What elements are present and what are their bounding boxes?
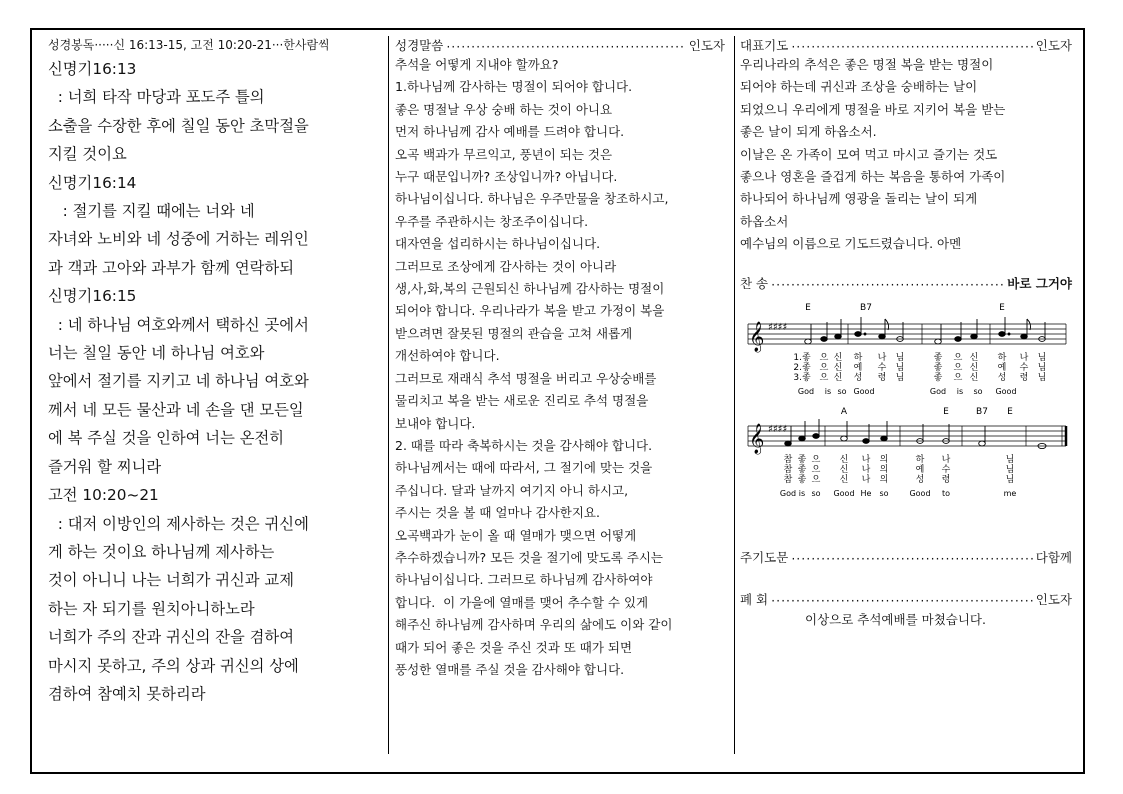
lyric-syllable: 령	[1019, 372, 1029, 383]
text-line: 게 하는 것이요 하나님께 제사하는	[48, 542, 275, 561]
english-word: so	[837, 386, 847, 396]
prayer-leader: 인도자	[1035, 38, 1072, 53]
english-word: so	[879, 488, 889, 498]
text-line: 하옵소서	[740, 213, 789, 229]
text-line: 하나되어 하나님께 영광을 돌리는 날이 되게	[740, 191, 978, 207]
text-line: 주시는 것을 볼 때 얼마나 감사한지요.	[395, 505, 600, 521]
english-word: is	[824, 386, 832, 396]
text-line: : 너희 타작 마당과 포도주 틀의	[48, 88, 265, 107]
text-line: 오곡백과가 눈이 올 때 열매가 맺으면 어떻게	[395, 527, 637, 543]
lyric-syllable: 나	[941, 454, 951, 465]
lyrics-line-1	[793, 351, 1046, 383]
text-line: 되어야 합니다. 우리나라가 복을 받고 가정이 복을	[395, 303, 665, 319]
key-signature-icon: ♯♯♯♯	[768, 321, 788, 333]
chord-label: E	[943, 406, 949, 417]
text-line: 고전 10:20~21	[48, 486, 159, 505]
english-word: God	[779, 488, 797, 498]
text-line: 물리치고 복을 받는 새로운 진리로 추석 명절을	[395, 393, 649, 409]
notes-line-2	[785, 419, 1046, 449]
chord-label: E	[1007, 406, 1013, 417]
text-line: : 대저 이방인의 제사하는 것은 귀신에	[48, 514, 309, 533]
staff-line-1	[748, 321, 1066, 344]
text-line: 소출을 수장한 후에 칠일 동안 초막절을	[48, 116, 309, 135]
scripture-reading-column	[48, 36, 380, 708]
prayer-label: 대표기도	[740, 38, 789, 53]
lords-prayer-leader: 다함께	[1035, 549, 1072, 565]
text-line: 좋으나 영혼을 즐겁게 하는 복음을 통하여 가족이	[740, 169, 1006, 185]
lyric-syllable: 신	[833, 352, 843, 363]
sermon-text	[395, 54, 725, 681]
english-word: so	[811, 488, 821, 498]
lyric-syllable: 좋	[797, 454, 807, 465]
lyric-syllable: 신	[839, 464, 849, 475]
leader-dots	[771, 593, 1033, 608]
scripture-reading-text	[48, 55, 380, 708]
lyric-syllable: 성	[853, 372, 863, 383]
text-line: 즐거워 할 찌니라	[48, 457, 162, 476]
hymn-score	[740, 296, 1072, 510]
text-line: 해주신 하나님께 감사하며 우리의 삶에도 이와 같이	[395, 617, 673, 633]
lyric-syllable: 으	[819, 362, 829, 373]
prayer-header	[740, 36, 1072, 54]
closing-label: 폐 회	[740, 591, 769, 607]
english-word: Good	[995, 386, 1017, 396]
lyric-syllable: 으	[811, 454, 821, 465]
treble-clef-icon: 𝄞	[749, 423, 765, 454]
text-line: 너는 칠일 동안 네 하나님 여호와	[48, 344, 265, 363]
lyric-syllable: 님	[1005, 474, 1015, 485]
text-line: 우리나라의 추석은 좋은 명절 복을 받는 명절이	[740, 57, 994, 72]
text-line: 때가 되어 좋은 것을 주신 것과 또 때가 되면	[395, 639, 633, 655]
order-column	[740, 36, 1072, 628]
lyric-syllable: 의	[879, 464, 889, 475]
lyric-syllable: 좋	[797, 474, 807, 485]
text-line: 1.하나님께 감사하는 명절이 되어야 합니다.	[395, 79, 633, 95]
text-line: 신명기16:13	[48, 60, 137, 78]
english-word: Good	[909, 488, 931, 498]
text-line: 에 복 주실 것을 인하여 너는 온전히	[48, 429, 285, 448]
lyric-syllable: 님	[1037, 362, 1047, 373]
lyric-syllable: 으	[953, 362, 963, 373]
text-line: 보내야 합니다.	[395, 415, 476, 431]
chord-label: E	[999, 302, 1005, 313]
text-line: : 네 하나님 여호와께서 택하신 곳에서	[48, 315, 309, 334]
lyric-syllable: 의	[879, 474, 889, 485]
leader-dots	[791, 551, 1032, 566]
column-divider-2	[734, 36, 735, 754]
text-line: 예수님의 이름으로 기도드렸습니다. 아멘	[740, 236, 962, 252]
text-line: 께서 네 모든 물산과 네 손을 댄 모든일	[48, 400, 304, 419]
text-line: 먼저 하나님께 감사 예배를 드려야 합니다.	[395, 124, 625, 140]
sermon-header	[395, 36, 725, 54]
text-line: 우주를 주관하시는 창조주이십니다.	[395, 213, 589, 229]
staff-line-2	[748, 423, 1066, 446]
lyric-syllable: 의	[879, 454, 889, 465]
lyric-syllable: 신	[839, 454, 849, 465]
lyric-syllable: 참	[783, 454, 793, 465]
text-line: 좋은 날이 되게 하옵소서.	[740, 124, 877, 140]
chords-line-2	[841, 407, 1013, 417]
text-line: 하는 자 되기를 원치아니하노라	[48, 599, 255, 618]
lyric-syllable: 수	[877, 362, 887, 373]
english-line-2	[780, 489, 1017, 498]
lyric-syllable: 2.좋	[793, 362, 811, 373]
text-line: 대자연을 섭리하시는 하나님이십니다.	[395, 236, 601, 252]
text-line: 너희가 주의 잔과 귀신의 잔을 겸하여	[48, 628, 294, 647]
english-word: He	[860, 488, 872, 498]
text-line: 하나님이십니다. 하나님은 우주만물을 창조하시고,	[395, 191, 669, 207]
leader-dots	[791, 39, 1032, 54]
leader-dots	[446, 39, 685, 54]
hymn-title: 바로 그거야	[1007, 275, 1072, 291]
english-word: God	[929, 386, 947, 396]
text-line: 풍성한 열매를 주실 것을 감사해야 합니다.	[395, 661, 625, 677]
scripture-reading-header: 성경봉독·····신 16:13-15, 고전 10:20-21···한사람씩	[48, 38, 330, 52]
lyric-syllable: 신	[839, 474, 849, 485]
english-word: to	[941, 488, 951, 498]
lyric-syllable: 님	[895, 352, 905, 363]
lyric-syllable: 신	[969, 352, 979, 363]
lyric-syllable: 님	[1005, 464, 1015, 475]
lyric-syllable: 님	[895, 362, 905, 373]
lyric-syllable: 예	[853, 362, 863, 373]
text-line: 하나님께서는 때에 따라서, 그 절기에 맞는 것을	[395, 460, 653, 476]
english-word: God	[797, 386, 815, 396]
notes-line-1	[805, 317, 1046, 344]
text-line: 개선하여야 합니다.	[395, 348, 500, 364]
closing-header	[740, 590, 1072, 608]
lyric-syllable: 님	[1005, 454, 1015, 465]
lords-prayer-label: 주기도문	[740, 549, 789, 565]
text-line: 신명기16:14	[48, 173, 137, 192]
text-line: 앞에서 절기를 지키고 네 하나님 여호와	[48, 372, 309, 391]
text-line: 좋은 명절날 우상 숭배 하는 것이 아니요	[395, 101, 613, 117]
english-line-1	[798, 387, 1017, 396]
lords-prayer-header	[740, 548, 1072, 566]
lyric-syllable: 나	[861, 464, 871, 475]
text-line: 받으려면 잘못된 명절의 관습을 고쳐 새롭게	[395, 325, 633, 341]
text-line: 되어야 하는데 귀신과 조상을 숭배하는 날이	[740, 79, 978, 95]
lyric-syllable: 나	[877, 352, 887, 363]
lyric-syllable: 님	[895, 372, 905, 383]
lyric-syllable: 나	[1019, 352, 1029, 363]
text-line: 오곡 백과가 무르익고, 풍년이 되는 것은	[395, 146, 613, 162]
text-line: 되었으니 우리에게 명절을 바로 지키어 복을 받는	[740, 101, 1006, 117]
text-line: 겸하여 참예치 못하리라	[48, 684, 206, 703]
english-word: Good	[833, 488, 855, 498]
lyric-syllable: 좋	[933, 352, 943, 363]
english-word: Good	[853, 386, 875, 396]
lyric-syllable: 좋	[933, 372, 943, 383]
text-line: 지킬 것이요	[48, 145, 127, 164]
sermon-column	[395, 36, 725, 681]
text-line: 주십니다. 달과 날까지 여기지 아니 하시고,	[395, 482, 629, 498]
english-word: so	[973, 386, 983, 396]
closing-leader: 인도자	[1035, 591, 1072, 607]
text-line: 이날은 온 가족이 모여 먹고 마시고 즐기는 것도	[740, 146, 998, 162]
lyric-syllable: 참	[783, 474, 793, 485]
text-line: 마시지 못하고, 주의 상과 귀신의 상에	[48, 656, 299, 675]
lyric-syllable: 하	[997, 352, 1007, 363]
text-line: 신명기16:15	[48, 287, 137, 306]
lyric-syllable: 으	[819, 352, 829, 363]
text-line: 그러므로 조상에게 감사하는 것이 아니라	[395, 258, 617, 274]
text-line: 생,사,화,복의 근원되신 하나님께 감사하는 명절이	[395, 281, 665, 297]
text-line: 누구 때문입니까? 조상입니까? 아닙니다.	[395, 169, 618, 185]
chord-label: B7	[860, 302, 872, 313]
lyric-syllable: 으	[811, 464, 821, 475]
lyric-syllable: 님	[1037, 372, 1047, 383]
lyric-syllable: 신	[969, 362, 979, 373]
lyric-syllable: 나	[861, 454, 871, 465]
text-line: 자녀와 노비와 네 성중에 거하는 레위인	[48, 230, 309, 249]
lyric-syllable: 예	[915, 464, 925, 475]
lyric-syllable: 으	[953, 372, 963, 383]
sermon-leader: 인도자	[688, 38, 725, 53]
text-line: 합니다. 이 가을에 열매를 맺어 추수할 수 있게	[395, 594, 649, 610]
hymn-header	[740, 274, 1072, 292]
lyric-syllable: 으	[811, 474, 821, 485]
chords-line-1	[805, 303, 1005, 313]
english-word: me	[1003, 488, 1017, 498]
chord-label: B7	[976, 406, 988, 417]
lyric-syllable: 수	[941, 464, 951, 475]
lyric-syllable: 참	[783, 464, 793, 475]
sermon-label: 성경말씀	[395, 38, 444, 53]
lyric-syllable: 령	[941, 474, 951, 485]
text-line: 2. 때를 따라 축복하시는 것을 감사해야 합니다.	[395, 437, 653, 453]
lyric-syllable: 좋	[797, 464, 807, 475]
hymn-label: 찬 송	[740, 275, 769, 291]
lyric-syllable: 령	[877, 372, 887, 383]
text-line: 하나님이십니다. 그러므로 하나님께 감사하여야	[395, 572, 653, 588]
text-line: 것이 아니니 나는 너희가 귀신과 교제	[48, 571, 294, 590]
lyric-syllable: 신	[833, 372, 843, 383]
leader-dots	[771, 277, 1004, 292]
text-line: 그러므로 재래식 추석 명절을 버리고 우상숭배를	[395, 370, 657, 386]
chord-label: A	[840, 406, 848, 417]
lyric-syllable: 으	[953, 352, 963, 363]
lyric-syllable: 으	[819, 372, 829, 383]
text-line: 추수하겠습니까? 모든 것을 절기에 맞도록 주시는	[395, 549, 664, 565]
english-word: is	[956, 386, 964, 396]
lyric-syllable: 예	[997, 362, 1007, 373]
closing-text: 이상으로 추석예배를 마쳤습니다.	[805, 611, 986, 627]
lyric-syllable: 수	[1019, 362, 1029, 373]
lyric-syllable: 님	[1037, 352, 1047, 363]
key-signature-icon: ♯♯♯♯	[768, 423, 788, 435]
lyric-syllable: 좋	[933, 362, 943, 373]
lyric-syllable: 성	[915, 474, 925, 485]
text-line: : 절기를 지킬 때에는 너와 네	[48, 202, 255, 221]
lyrics-line-2	[784, 453, 1015, 485]
english-word: is	[798, 488, 806, 498]
lyric-syllable: 하	[853, 352, 863, 363]
text-line: 추석을 어떻게 지내야 할까요?	[395, 57, 559, 72]
column-divider-1	[388, 36, 389, 754]
lyric-syllable: 하	[915, 454, 925, 465]
lyric-syllable: 신	[833, 362, 843, 373]
lyric-syllable: 신	[969, 372, 979, 383]
lyric-syllable: 1.좋	[793, 352, 811, 363]
treble-clef-icon: 𝄞	[749, 321, 765, 352]
lyric-syllable: 3.좋	[793, 372, 811, 383]
lyric-syllable: 나	[861, 474, 871, 485]
lyric-syllable: 성	[997, 372, 1007, 383]
prayer-text	[740, 54, 1072, 256]
hymn-score-svg	[740, 296, 1072, 506]
chord-label: E	[805, 302, 811, 313]
text-line: 과 객과 고아와 과부가 함께 연락하되	[48, 258, 294, 277]
